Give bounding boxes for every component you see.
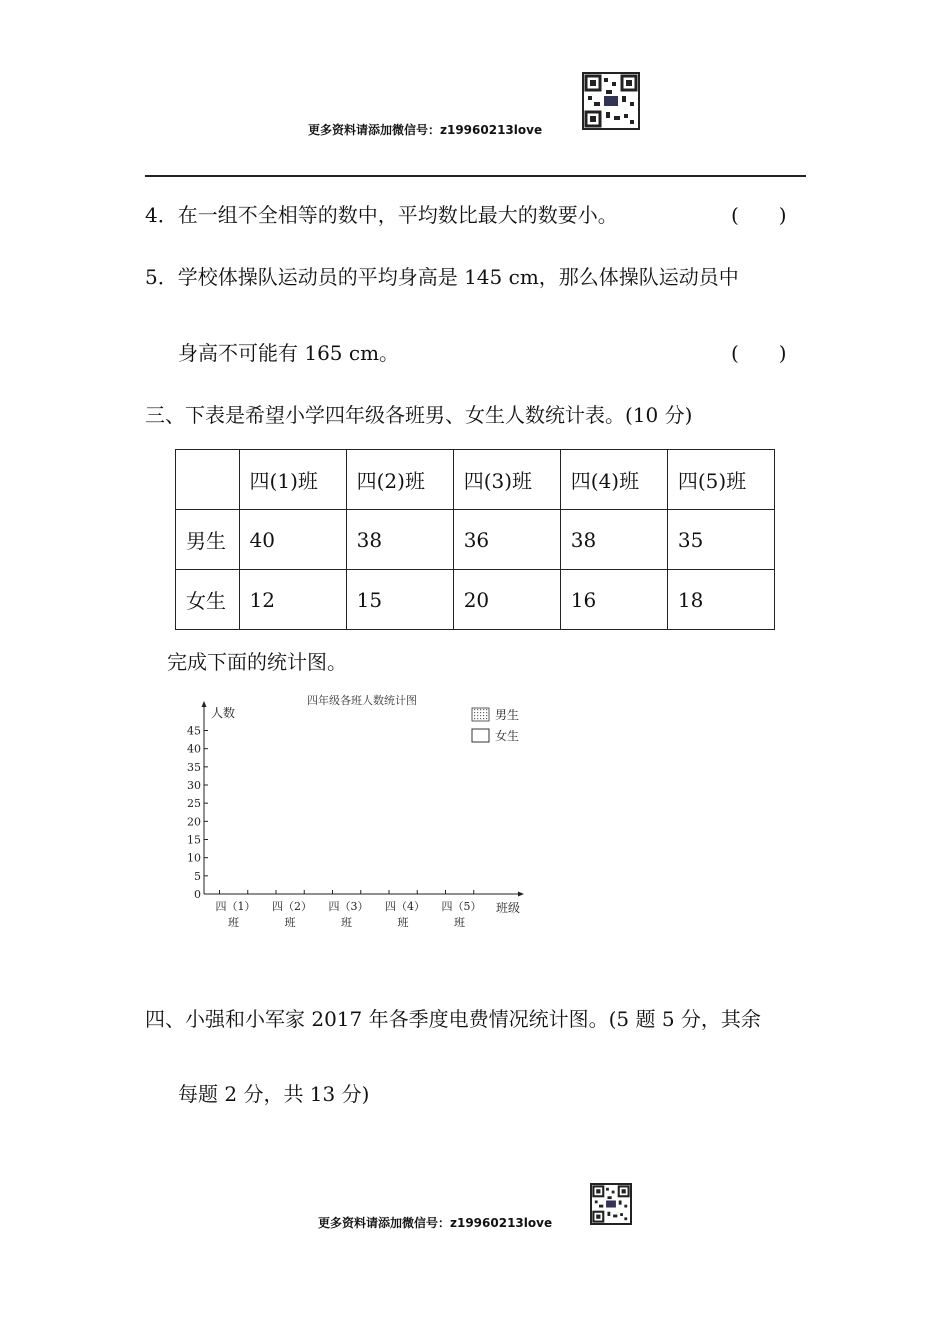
table-cell: 12 (239, 570, 346, 630)
table-header-cell: 四(3)班 (453, 450, 560, 510)
section-4-line-2: 每题 2 分，共 13 分) (178, 1082, 370, 1106)
table-cell: 38 (560, 510, 667, 570)
legend-swatch-girls (472, 729, 489, 742)
table-row (176, 570, 775, 630)
class-count-chart (180, 685, 540, 935)
header-rule (145, 175, 806, 177)
table-cell: 16 (560, 570, 667, 630)
y-tick-label: 20 (187, 815, 201, 829)
y-axis-arrow-icon (202, 701, 207, 707)
table-cell: 18 (667, 570, 774, 630)
table-cell: 40 (239, 510, 346, 570)
x-axis-label: 班级 (496, 901, 521, 915)
y-tick-label: 5 (194, 869, 201, 883)
y-tick-label: 35 (187, 760, 201, 774)
table-header-cell: 四(1)班 (239, 450, 346, 510)
x-tick-label: 四（2） (272, 900, 312, 913)
footer-contact: 更多资料请添加微信号：z19960213love (318, 1216, 553, 1230)
class-count-table (175, 449, 775, 630)
row-label-girls: 女生 (176, 570, 240, 630)
chart-title: 四年级各班人数统计图 (307, 694, 417, 707)
question-5-answer-paren: ( ) (731, 341, 787, 365)
legend-label-girls: 女生 (495, 729, 520, 743)
table-cell: 20 (453, 570, 560, 630)
table-header-cell: 四(2)班 (346, 450, 453, 510)
section-3-title: 三、下表是希望小学四年级各班男、女生人数统计表。(10 分) (145, 403, 693, 427)
footer-qr-code-icon (590, 1183, 632, 1225)
x-tick-label-suffix: 班 (228, 916, 239, 929)
table-cell: 15 (346, 570, 453, 630)
table-cell: 35 (667, 510, 774, 570)
y-tick-label: 0 (194, 888, 201, 901)
question-4-text: 4．在一组不全相等的数中，平均数比最大的数要小。 (145, 203, 618, 227)
y-tick-label: 10 (187, 851, 201, 865)
header-contact: 更多资料请添加微信号：z19960213love (308, 123, 543, 137)
x-tick-label-suffix: 班 (454, 916, 465, 929)
section-4-line-1: 四、小强和小军家 2017 年各季度电费情况统计图。(5 题 5 分，其余 (145, 1007, 761, 1031)
x-tick-label-suffix: 班 (341, 916, 352, 929)
x-axis-arrow-icon (518, 892, 524, 897)
x-tick-label-suffix: 班 (397, 916, 409, 929)
x-tick-label: 四（1） (215, 900, 256, 913)
table-header-cell: 四(4)班 (560, 450, 667, 510)
table-cell: 36 (453, 510, 560, 570)
x-tick-label: 四（4） (385, 900, 425, 913)
table-row (176, 510, 775, 570)
row-label-boys: 男生 (176, 510, 240, 570)
qr-code-icon (582, 72, 640, 130)
y-axis-label: 人数 (211, 706, 236, 720)
x-tick-label: 四（3） (328, 900, 369, 913)
table-corner-cell (176, 450, 240, 510)
legend-label-boys: 男生 (495, 708, 520, 722)
legend-swatch-boys (472, 708, 489, 721)
table-header-row (176, 450, 775, 510)
x-tick-label-suffix: 班 (284, 916, 296, 929)
y-tick-label: 30 (187, 779, 201, 792)
y-tick-label: 45 (187, 724, 201, 738)
y-tick-label: 15 (187, 833, 201, 847)
question-4-answer-paren: ( ) (731, 203, 787, 227)
y-tick-label: 40 (187, 742, 201, 756)
table-header-cell: 四(5)班 (667, 450, 774, 510)
table-cell: 38 (346, 510, 453, 570)
x-tick-label: 四（5） (441, 900, 482, 913)
y-tick-label: 25 (187, 797, 201, 811)
chart-instruction: 完成下面的统计图。 (167, 650, 347, 674)
question-5-line-2: 身高不可能有 165 cm。 (178, 341, 400, 365)
question-5-line-1: 5．学校体操队运动员的平均身高是 145 cm，那么体操队运动员中 (145, 265, 739, 289)
